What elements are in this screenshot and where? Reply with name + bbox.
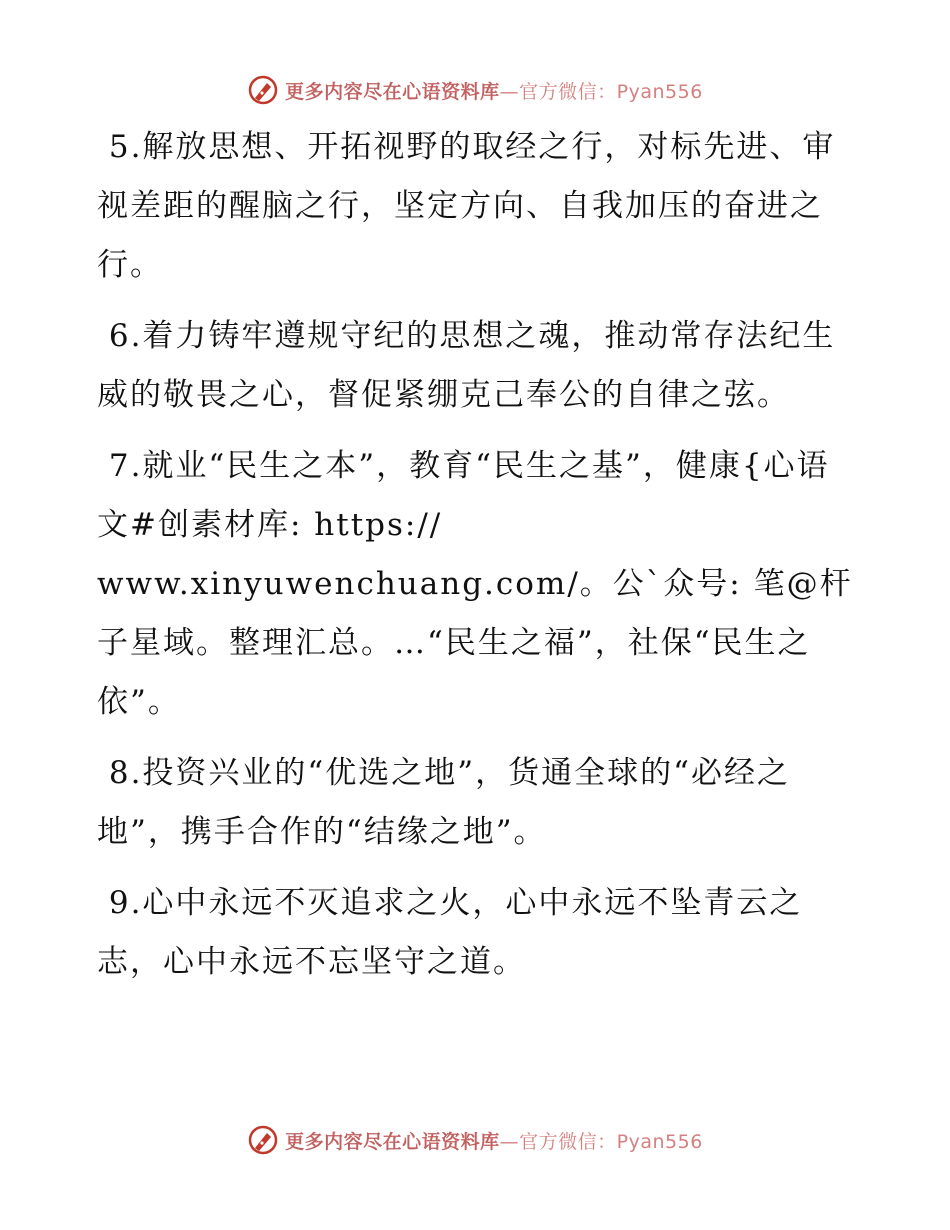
- paragraph-7: 7.就业“民生之本”，教育“民生之基”，健康{心语文#创素材库: https:// www.xinyuwenchuang.com/。公`众号: 笔@杆子星域。整理汇总。…“民生之福”，社保“民生之依”。: [97, 448, 853, 720]
- paragraph-6: 6.着力铸牢遵规守纪的思想之魂，推动常存法纪生威的敬畏之心，督促紧绷克己奉公的自律之弦。: [97, 318, 836, 413]
- paragraph-8: 8.投资兴业的“优选之地”，货通全球的“必经之地”，携手合作的“结缘之地”。: [97, 755, 790, 850]
- header-banner-text: 更多内容尽在心语资料库—官方微信：Pyan556: [285, 80, 703, 103]
- footer-banner: [0, 1120, 950, 1160]
- document-body: [97, 118, 857, 1004]
- paragraph-9: 9.心中永远不灭追求之火，心中永远不坠青云之志，心中永远不忘坚守之道。: [97, 885, 803, 980]
- footer-banner-text: 更多内容尽在心语资料库—官方微信：Pyan556: [285, 1130, 703, 1153]
- header-banner: [0, 70, 950, 110]
- pen-nib-logo-icon: [247, 1124, 279, 1156]
- pen-nib-logo-icon: [247, 74, 279, 106]
- paragraph-5: 5.解放思想、开拓视野的取经之行，对标先进、审视差距的醒脑之行，坚定方向、自我加压的奋进之行。: [97, 129, 836, 283]
